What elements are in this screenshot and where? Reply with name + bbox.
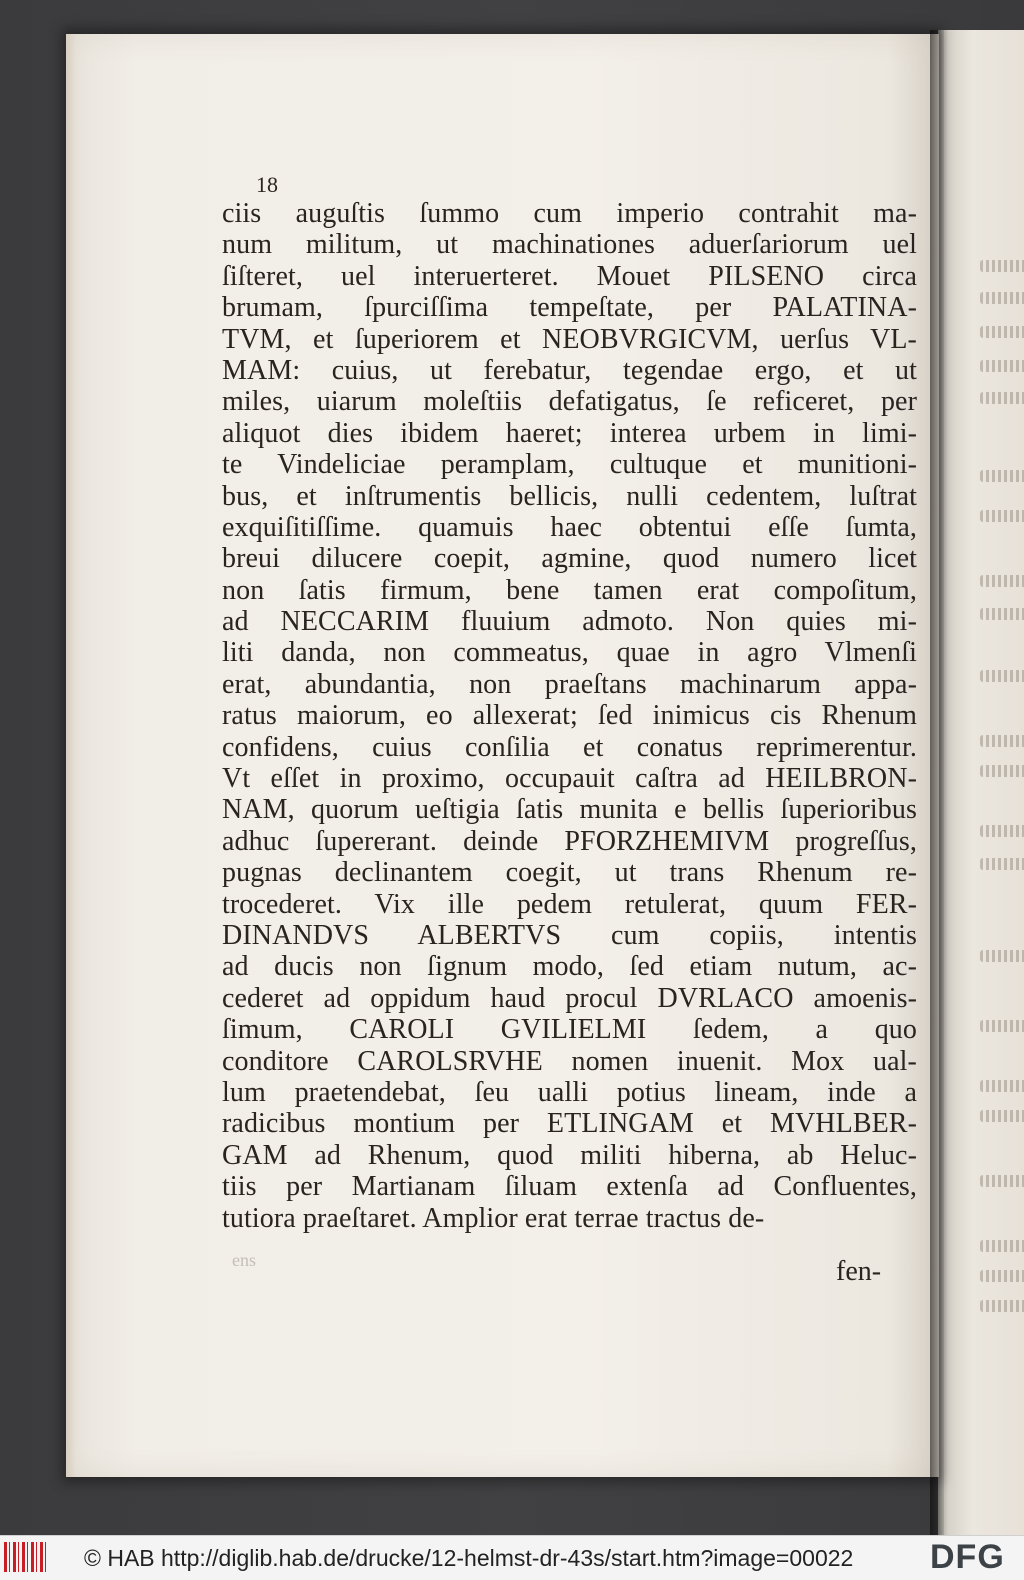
text-line: Vt eſſet in proximo, occupauit caſtra ad HEILBRON- xyxy=(222,763,917,795)
text-line: ad NECCARIM fluuium admoto. Non quies mi- xyxy=(222,606,917,638)
text-line: bus, et inſtrumentis bellicis, nulli cedentem, luſtrat xyxy=(222,480,917,512)
text-line: radicibus montium per ETLINGAM et MVHLBER- xyxy=(222,1108,917,1140)
text-line: erat, abundantia, non praeſtans machinarum appa- xyxy=(222,668,917,700)
text-line: TVM, et ſuperiorem et NEOBVRGICVM, uerſus VL- xyxy=(222,323,917,355)
text-line: trocederet. Vix ille pedem retulerat, quum FER- xyxy=(222,888,917,920)
catchword: fen- xyxy=(836,1256,882,1287)
text-line: te Vindeliciae peramplam, cultuque et munitioni- xyxy=(222,449,917,481)
text-line: non ſatis firmum, bene tamen erat compoſitum, xyxy=(222,574,917,606)
text-line: conditore CAROLSRVHE nomen inuenit. Mox ual- xyxy=(222,1045,917,1077)
viewer-footer xyxy=(0,1535,1024,1580)
text-line: ſiſteret, uel interuerteret. Mouet PILSENO circa xyxy=(222,260,917,292)
text-line: ratus maiorum, eo allexerat; ſed inimicus cis Rhenum xyxy=(222,700,917,732)
text-line: liti danda, non commeatus, quae in agro Vlmenſi xyxy=(222,637,917,669)
text-line: miles, uiarum moleſtiis defatigatus, ſe reficeret, per xyxy=(222,386,917,418)
source-url[interactable]: © HAB http://diglib.hab.de/drucke/12-helmst-dr-43s/start.htm?image=00022 xyxy=(84,1545,854,1571)
facing-page-edge xyxy=(938,30,1024,1535)
text-line: GAM ad Rhenum, quod militi hiberna, ab Heluc- xyxy=(222,1139,917,1171)
show-through-text: ens xyxy=(232,1250,256,1270)
text-line: MAM: cuius, ut ferebatur, tegendae ergo, et ut xyxy=(222,354,917,386)
text-line: tiis per Martianam ſiluam extenſa ad Confluentes, xyxy=(222,1171,917,1203)
book-gutter xyxy=(930,30,944,1535)
text-line: ſimum, CAROLI GVILIELMI ſedem, a quo xyxy=(222,1014,917,1046)
text-line: exquiſitiſſime. quamuis haec obtentui eſſe ſumta, xyxy=(222,511,917,543)
text-line: brumam, ſpurciſſima tempeſtate, per PALATINA- xyxy=(222,292,917,324)
text-line: ad ducis non ſignum modo, ſed etiam nutum, ac- xyxy=(222,951,917,983)
text-line: confidens, cuius conſilia et conatus reprimerentur. xyxy=(222,731,917,763)
text-line: aliquot dies ibidem haeret; interea urbem in limi- xyxy=(222,417,917,449)
text-line: pugnas declinantem coegit, ut trans Rhenum re- xyxy=(222,857,917,889)
text-line: NAM, quorum ueſtigia ſatis munita e bellis ſuperioribus xyxy=(222,794,917,826)
text-line: tutiora praeſtaret. Amplior erat terrae tractus de- xyxy=(222,1202,765,1234)
text-line: ciis auguſtis ſummo cum imperio contrahit ma- xyxy=(222,198,917,229)
dfg-logo: DFG xyxy=(930,1538,1005,1576)
barcode-icon xyxy=(4,1542,46,1572)
text-line: lum praetendebat, ſeu ualli potius lineam, inde a xyxy=(222,1076,917,1108)
text-line: num militum, ut machinationes aduerſariorum uel xyxy=(222,229,917,261)
page-text xyxy=(222,198,917,1234)
text-line: cederet ad oppidum haud procul DVRLACO amoenis- xyxy=(222,982,917,1014)
page-number: 18 xyxy=(256,172,278,197)
text-line: breui dilucere coepit, agmine, quod numero licet xyxy=(222,543,917,575)
text-line: DINANDVS ALBERTVS cum copiis, intentis xyxy=(222,919,917,951)
text-line: adhuc ſupererant. deinde PFORZHEMIVM progreſſus, xyxy=(222,825,917,857)
